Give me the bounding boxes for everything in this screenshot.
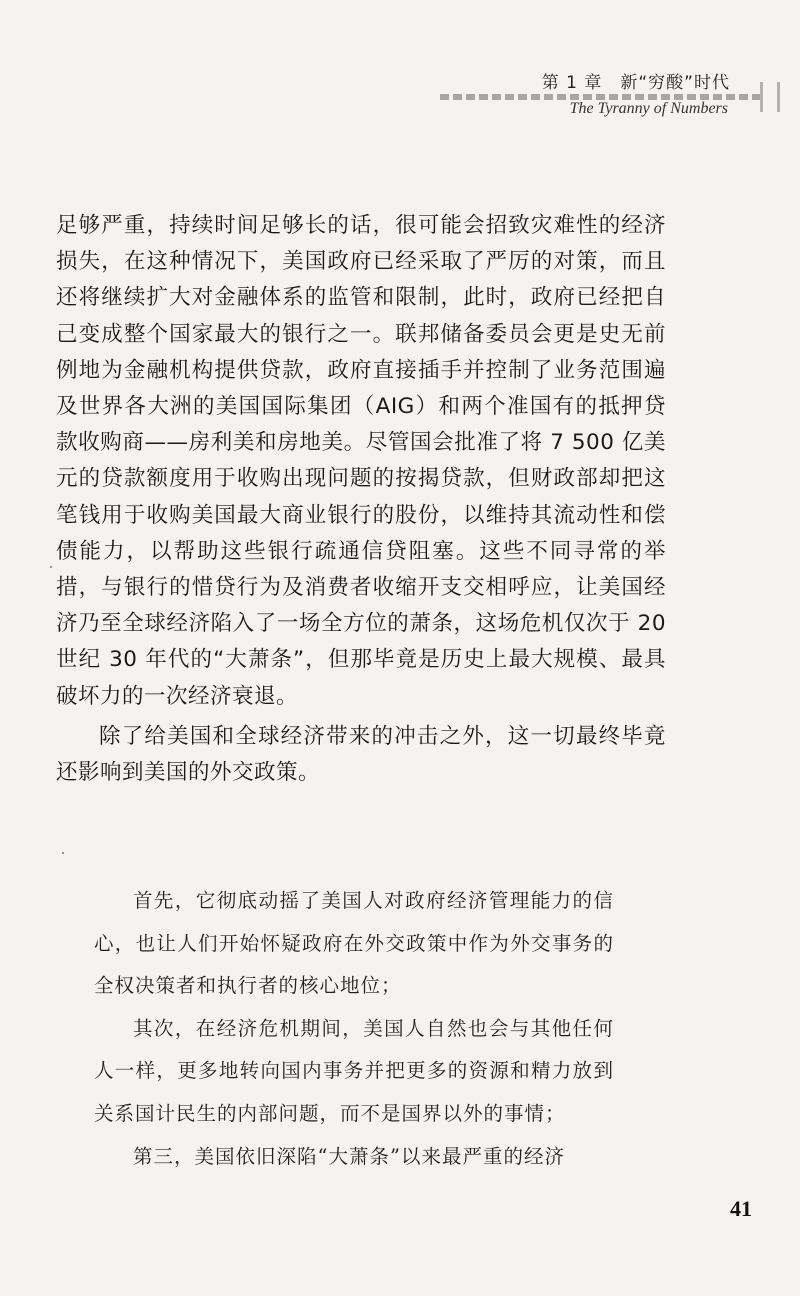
paragraph: 除了给美国和全球经济带来的冲击之外，这一切最终毕竟还影响到美国的外交政策。 bbox=[56, 723, 666, 786]
quote-paragraph: 第三，美国依旧深陷“大萧条”以来最严重的经济 bbox=[133, 1144, 565, 1168]
quote-paragraph: 首先，它彻底动摇了美国人对政府经济管理能力的信心，也让人们开始怀疑政府在外交政策中作为外交事务的全权决策者和执行者的核心地位； bbox=[94, 889, 614, 998]
paper-speck bbox=[62, 852, 64, 854]
quote-paragraph: 其次，在经济危机期间，美国人自然也会与其他任何人一样，更多地转向国内事务并把更多的资源和精力放到关系国计民生的内部问题，而不是国界以外的事情； bbox=[94, 1016, 614, 1125]
block-quote bbox=[94, 880, 614, 1178]
book-subtitle: The Tyranny of Numbers bbox=[569, 100, 728, 117]
body-text bbox=[56, 208, 666, 791]
header-ornament bbox=[760, 82, 780, 112]
running-header bbox=[420, 60, 780, 130]
chapter-title: 第 1 章 新“穷酸”时代 bbox=[541, 73, 730, 93]
page-number: 41 bbox=[730, 1196, 752, 1221]
paragraph: 足够严重，持续时间足够长的话，很可能会招致灾难性的经济损失，在这种情况下，美国政府已经采取了严厉的对策，而且还将继续扩大对金融体系的监管和限制，此时，政府已经把自己变成整个国家最大的银行之一。联邦储备委员会更是史无前例地为金融机构提供贷款，政府直接插手并控制了业务范围遍及世界各大洲的美国国际集团（AIG）和两个准国有的抵押贷款收购商——房利美和房地美。尽管国会批准了将 7 500 亿美元的贷款额度用于收购出现问题的按揭贷款，但财政部却把这笔钱用于收购美国最大商业银行的股份，以维持其流动性和偿债能力，以帮助这些银行疏通信贷阻塞。这些不同寻常的举措，与银行的惜贷行为及消费者收缩开支交相呼应，让美国经济乃至全球经济陷入了一场全方位的萧条，这场危机仅次于 20 世纪 30 年代的“大萧条”，但那毕竟是历史上最大规模、最具破坏力的一次经济衰退。 bbox=[56, 213, 666, 709]
paper-speck bbox=[50, 566, 52, 568]
